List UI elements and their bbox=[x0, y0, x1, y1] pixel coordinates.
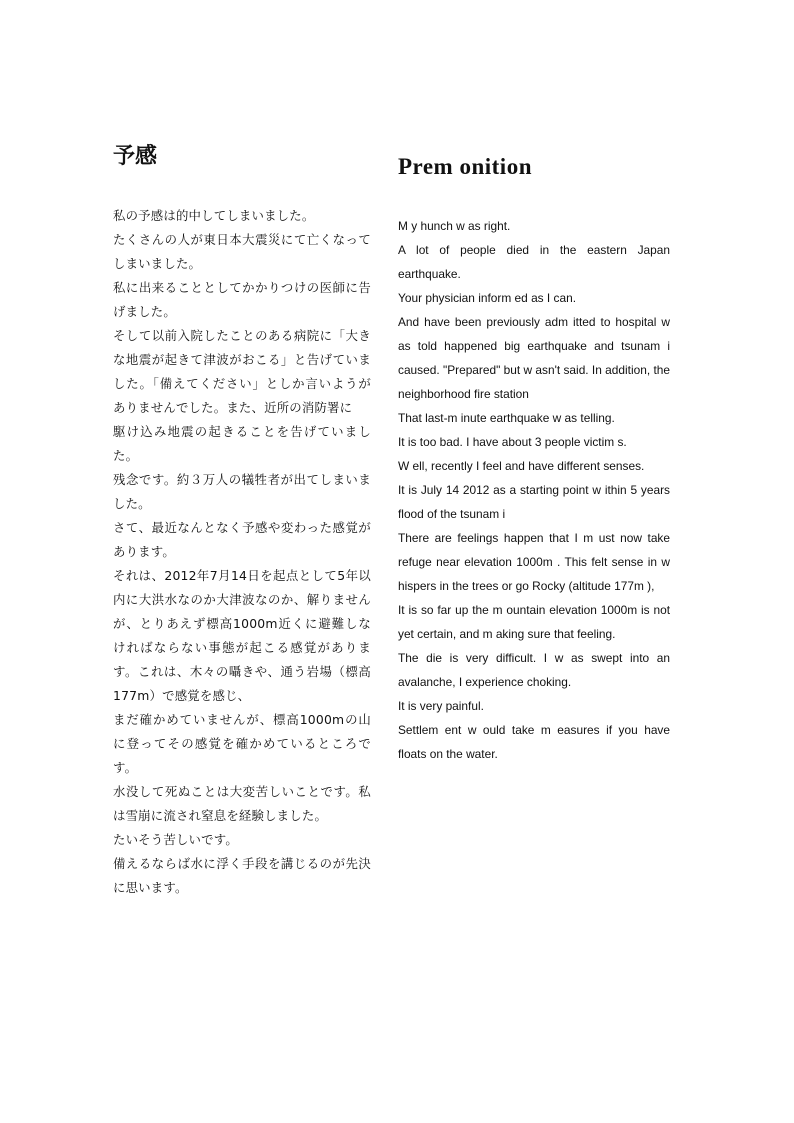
japanese-paragraph: 水没して死ぬことは大変苦しいことです。私は雪崩に流され窒息を経験しました。 bbox=[113, 784, 371, 823]
japanese-paragraph: 駆け込み地震の起きることを告げていました。 bbox=[113, 424, 371, 463]
japanese-body bbox=[113, 204, 371, 900]
english-paragraph: Settlem ent w ould take m easures if you have floats on the water. bbox=[398, 723, 670, 761]
english-paragraph: M y hunch w as right. bbox=[398, 219, 511, 233]
english-paragraph: That last-m inute earthquake w as telling. bbox=[398, 411, 615, 425]
english-paragraph: W ell, recently I feel and have different senses. bbox=[398, 459, 645, 473]
japanese-paragraph: さて、最近なんとなく予感や変わった感覚があります。 bbox=[113, 520, 371, 559]
english-paragraph: The die is very difficult. I w as swept into an avalanche, I experience choking. bbox=[398, 651, 670, 689]
english-paragraph: It is very painful. bbox=[398, 699, 484, 713]
japanese-paragraph: 備えるならば水に浮く手段を講じるのが先決に思います。 bbox=[113, 856, 371, 895]
japanese-title: 予感 bbox=[113, 144, 158, 169]
japanese-column bbox=[113, 140, 371, 900]
english-paragraph: It is July 14 2012 as a starting point w ithin 5 years flood of the tsunam i bbox=[398, 483, 670, 521]
japanese-paragraph: 私に出来ることとしてかかりつけの医師に告げました。 bbox=[113, 280, 371, 319]
japanese-paragraph: それは、2012年7月14日を起点として5年以内に大洪水なのか大津波なのか、解りませんが、とりあえず標高1000m近くに避難しなければならない事態が起こる感覚があります。これは、木々の囁きや、通う岩場（標高 177m）で感覚を感じ、 bbox=[113, 568, 371, 703]
japanese-paragraph: そして以前入院したことのある病院に「大きな地震が起きて津波がおこる」と告げていました。「備えてください」としか言いようがありませんでした。また、近所の消防署に bbox=[113, 328, 371, 415]
english-paragraph: There are feelings happen that I m ust now take refuge near elevation 1000m . This felt sense in w hispers in the trees or go Rocky (altitude 177m ), bbox=[398, 531, 670, 593]
english-paragraph: Your physician inform ed as I can. bbox=[398, 291, 577, 305]
english-column bbox=[398, 150, 670, 766]
english-paragraph: It is too bad. I have about 3 people victim s. bbox=[398, 435, 627, 449]
japanese-paragraph: 私の予感は的中してしまいました。 bbox=[113, 208, 315, 223]
japanese-paragraph: たくさんの人が東日本大震災にて亡くなってしまいました。 bbox=[113, 232, 371, 271]
english-paragraph: A lot of people died in the eastern Japan earthquake. bbox=[398, 243, 670, 281]
english-paragraph: It is so far up the m ountain elevation 1000m is not yet certain, and m aking sure that feeling. bbox=[398, 603, 670, 641]
japanese-paragraph: たいそう苦しいです。 bbox=[113, 832, 238, 847]
english-body bbox=[398, 214, 670, 766]
english-paragraph: And have been previously adm itted to hospital w as told happened big earthquake and tsunam i caused. "Prepared" but w asn't said. In addition, the neighborhood fire station bbox=[398, 315, 670, 401]
japanese-paragraph: 残念です。約３万人の犠牲者が出てしまいました。 bbox=[113, 472, 371, 511]
english-title: Prem onition bbox=[398, 154, 532, 179]
japanese-paragraph: まだ確かめていませんが、標高1000mの山に登ってその感覚を確かめているところです。 bbox=[113, 712, 371, 775]
